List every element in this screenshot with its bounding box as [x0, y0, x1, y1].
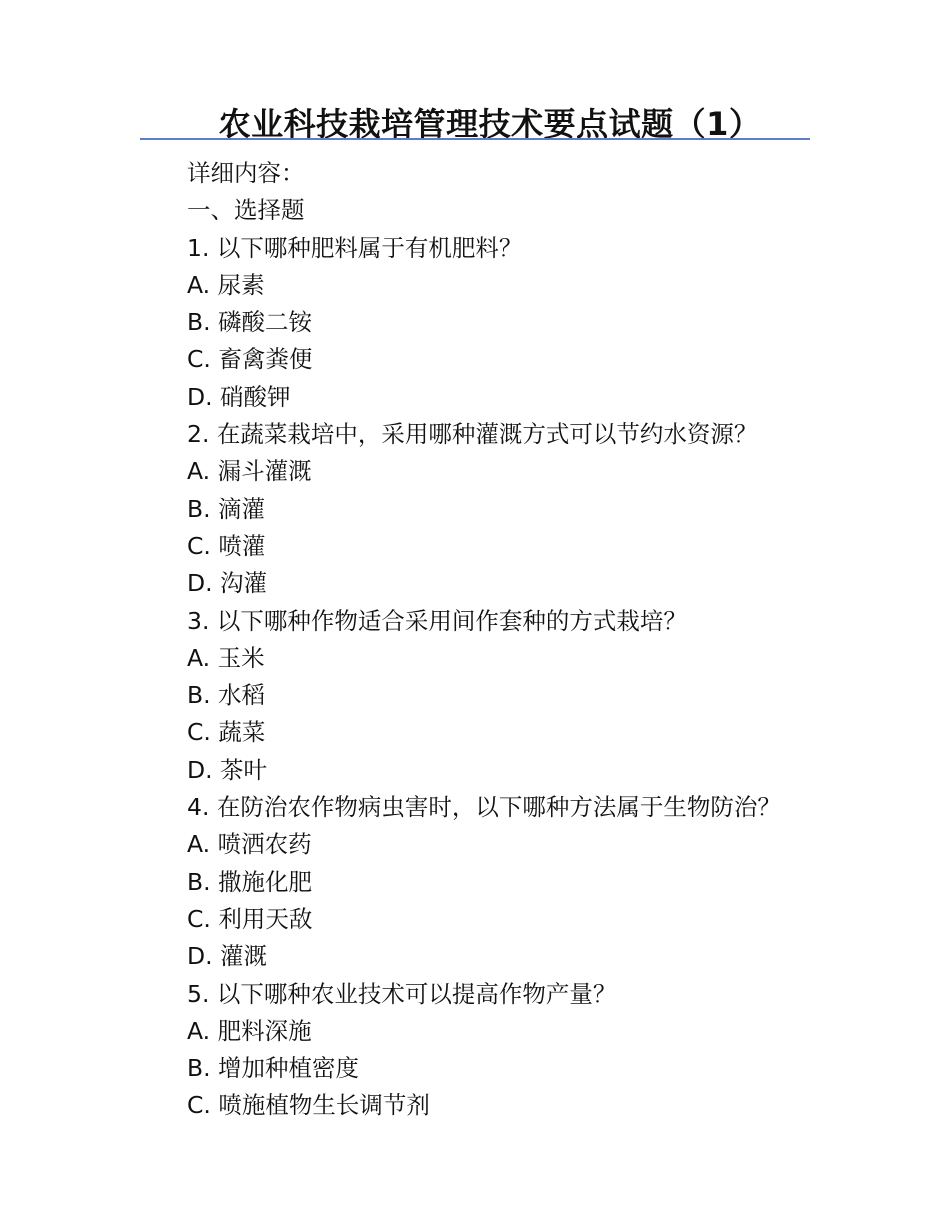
- option-text: C. 喷施植物生长调节剂: [187, 1091, 430, 1120]
- title-underline: [140, 138, 810, 140]
- option-text: A. 玉米: [187, 643, 265, 672]
- question-text: 5. 以下哪种农业技术可以提高作物产量？: [187, 979, 617, 1008]
- option-text: C. 利用天敌: [187, 904, 313, 933]
- option-text: A. 肥料深施: [187, 1016, 312, 1045]
- option-text: B. 水稻: [187, 681, 266, 710]
- option-text: C. 蔬菜: [187, 718, 266, 747]
- option-text: C. 喷灌: [187, 531, 266, 560]
- question-text: 3. 以下哪种作物适合采用间作套种的方式栽培？: [187, 606, 687, 635]
- option-text: B. 滴灌: [187, 494, 266, 523]
- document-body: [187, 155, 910, 1125]
- option-text: D. 灌溉: [187, 942, 268, 971]
- intro-text: 详细内容：: [187, 159, 305, 187]
- section-heading: 一、选择题: [187, 196, 305, 225]
- option-text: B. 磷酸二铵: [187, 308, 313, 337]
- question-text: 2. 在蔬菜栽培中，采用哪种灌溉方式可以节约水资源？: [187, 420, 758, 449]
- option-text: A. 喷洒农药: [187, 830, 312, 859]
- option-text: D. 沟灌: [187, 569, 268, 598]
- question-text: 4. 在防治农作物病虫害时，以下哪种方法属于生物防治？: [187, 793, 781, 822]
- option-text: A. 尿素: [187, 270, 265, 299]
- option-text: D. 硝酸钾: [187, 382, 291, 411]
- option-text: D. 茶叶: [187, 755, 268, 784]
- option-text: A. 漏斗灌溉: [187, 457, 312, 486]
- question-text: 1. 以下哪种肥料属于有机肥料？: [187, 233, 523, 262]
- option-text: C. 畜禽粪便: [187, 345, 313, 374]
- option-text: B. 增加种植密度: [187, 1054, 360, 1083]
- option-text: B. 撒施化肥: [187, 867, 313, 896]
- document-title: 农业科技栽培管理技术要点试题（1）: [218, 105, 762, 143]
